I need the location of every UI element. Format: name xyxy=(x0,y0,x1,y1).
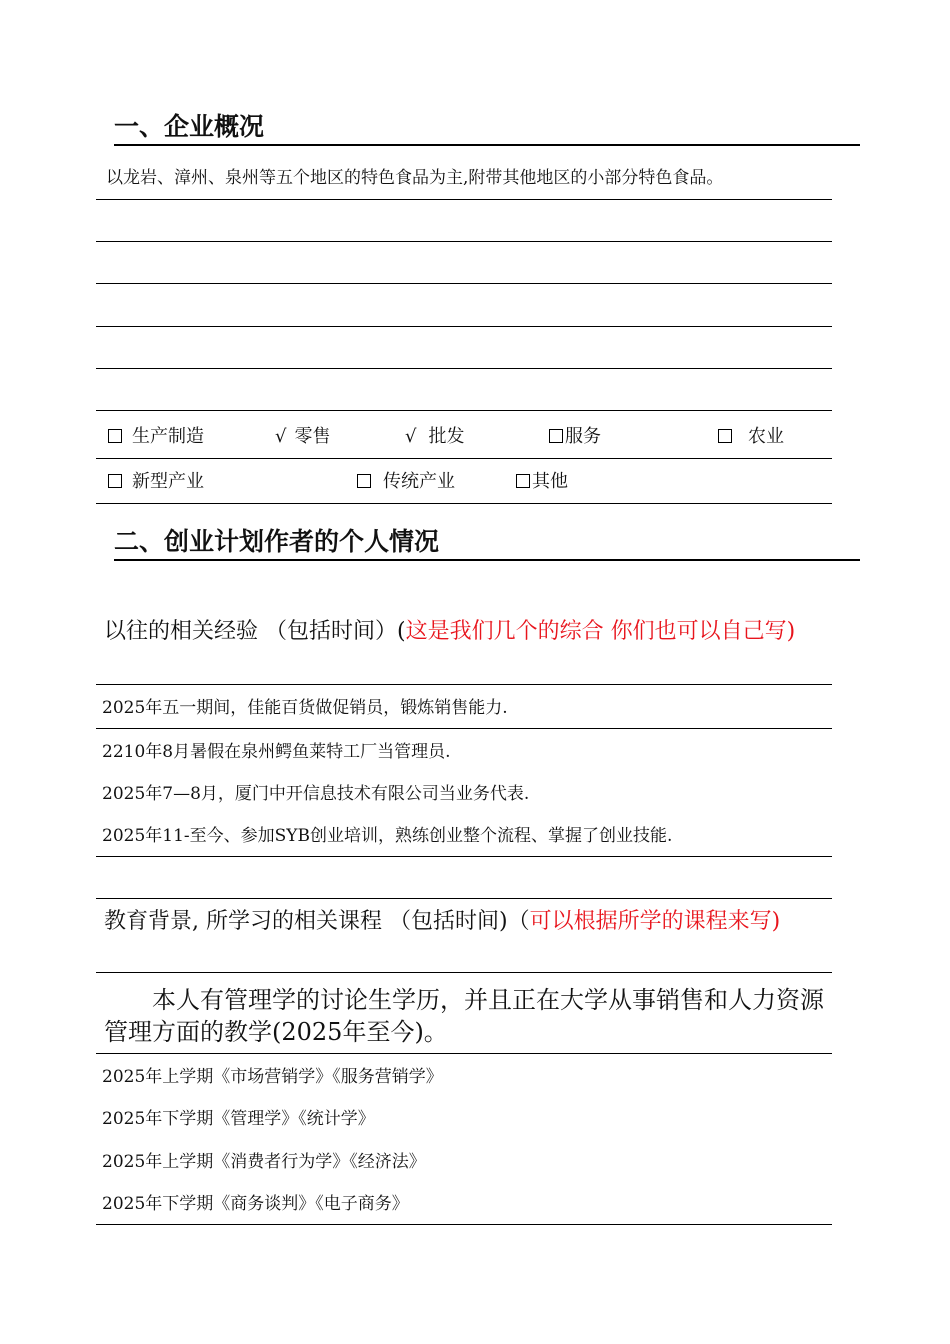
course-item: 2025年上学期《市场营销学》《服务营销学》 xyxy=(102,1067,443,1087)
category-label: 传统产业 xyxy=(383,471,455,492)
course-item: 2025年上学期《消费者行为学》《经济法》 xyxy=(102,1152,426,1172)
divider xyxy=(96,972,832,973)
checkbox-empty-icon xyxy=(108,474,122,488)
experience-item: 2025年7—8月，厦门中开信息技术有限公司当业务代表. xyxy=(102,784,530,804)
divider xyxy=(96,410,832,411)
divider xyxy=(96,241,832,242)
experience-item: 2210年8月暑假在泉州鳄鱼莱特工厂当管理员. xyxy=(102,742,451,762)
enterprise-description: 以龙岩、漳州、泉州等五个地区的特色食品为主,附带其他地区的小部分特色食品。 xyxy=(106,168,724,188)
category-label: 其他 xyxy=(532,471,568,492)
divider xyxy=(96,458,832,459)
divider xyxy=(96,199,832,200)
category-label: 零售 xyxy=(294,426,331,447)
experience-item: 2025年11-至今、参加SYB创业培训，熟练创业整个流程、掌握了创业技能. xyxy=(102,826,673,846)
category-service[interactable] xyxy=(549,426,601,448)
divider xyxy=(96,856,832,857)
category-wholesale[interactable] xyxy=(405,426,464,448)
divider xyxy=(96,326,832,327)
category-label: 农业 xyxy=(748,426,784,447)
category-label: 新型产业 xyxy=(132,471,204,492)
divider xyxy=(96,1053,832,1054)
divider xyxy=(96,283,832,284)
education-note: 可以根据所学的课程来写) xyxy=(529,909,781,934)
category-traditional-industry[interactable] xyxy=(357,471,455,493)
experience-note: 这是我们几个的综合 你们也可以自己写) xyxy=(405,619,796,644)
divider xyxy=(96,898,832,899)
divider xyxy=(96,728,832,729)
checkbox-empty-icon xyxy=(108,429,122,443)
education-label-text: 教育背景, 所学习的相关课程 （包括时间)（ xyxy=(104,909,530,934)
category-emerging-industry[interactable] xyxy=(108,471,204,493)
checkmark-icon: √ xyxy=(405,426,417,447)
section-1-heading: 一、企业概况 xyxy=(114,112,860,146)
section-2-heading: 二、创业计划作者的个人情况 xyxy=(114,527,860,561)
course-item: 2025年下学期《商务谈判》《电子商务》 xyxy=(102,1194,409,1214)
checkbox-empty-icon xyxy=(516,474,530,488)
category-agriculture[interactable] xyxy=(718,426,784,448)
checkbox-empty-icon xyxy=(549,429,563,443)
category-label: 服务 xyxy=(565,426,601,447)
experience-item: 2025年五一期间，佳能百货做促销员，锻炼销售能力. xyxy=(102,698,508,718)
category-other[interactable] xyxy=(516,471,568,493)
education-summary: 本人有管理学的讨论生学历，并且正在大学从事销售和人力资源管理方面的教学(2025年至今)。 xyxy=(104,986,824,1046)
checkmark-icon: √ xyxy=(275,426,287,447)
checkbox-empty-icon xyxy=(718,429,732,443)
experience-label xyxy=(104,616,819,647)
category-manufacturing[interactable] xyxy=(108,426,204,448)
divider xyxy=(96,368,832,369)
category-label: 批发 xyxy=(428,426,465,447)
education-label xyxy=(104,906,819,937)
checkbox-empty-icon xyxy=(357,474,371,488)
divider xyxy=(96,1224,832,1225)
divider xyxy=(96,684,832,685)
divider xyxy=(96,503,832,504)
experience-label-text: 以往的相关经验 （包括时间）( xyxy=(104,619,406,644)
category-label: 生产制造 xyxy=(132,426,204,447)
category-retail[interactable] xyxy=(275,426,330,448)
course-item: 2025年下学期《管理学》《统计学》 xyxy=(102,1109,375,1129)
